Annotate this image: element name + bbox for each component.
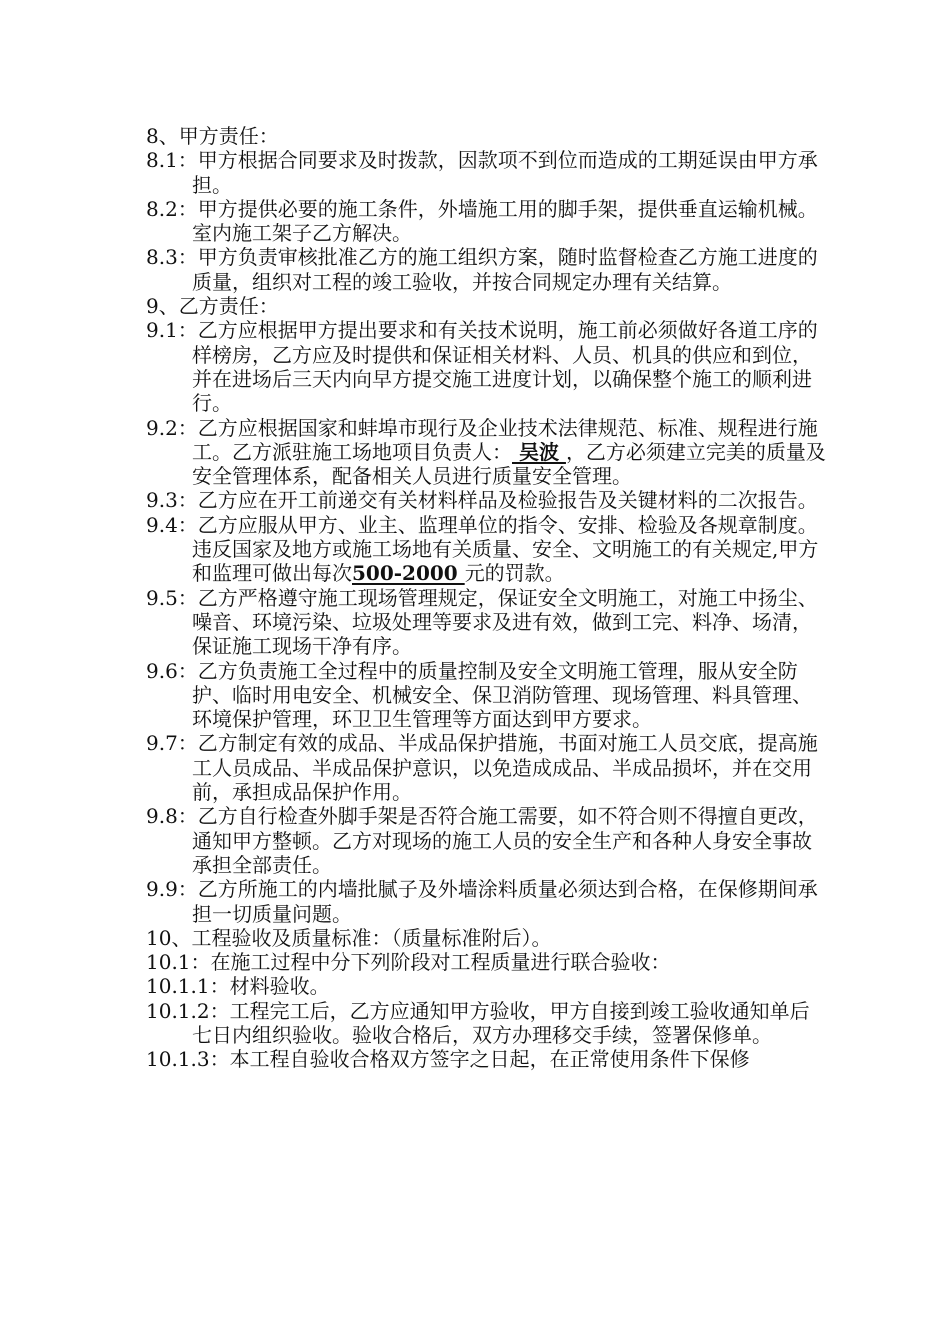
clause-8-3: 8.3：甲方负责审核批准乙方的施工组织方案，随时监督检查乙方施工进度的质量，组织对工程的竣工验收，并按合同规定办理有关结算。 — [146, 245, 818, 294]
clause-9-8: 9.8：乙方自行检查外脚手架是否符合施工需要，如不符合则不得擅自更改，通知甲方整顿。乙方对现场的施工人员的安全生产和各种人身安全事故承担全部责任。 — [146, 804, 818, 877]
section-8-heading: 8、甲方责任： — [146, 124, 279, 148]
fine-amount: 500-2000 — [352, 561, 465, 586]
project-manager-name: 吴波 — [512, 439, 566, 464]
clause-8-1: 8.1：甲方根据合同要求及时拨款，因款项不到位而造成的工期延误由甲方承担。 — [146, 148, 818, 197]
clause-9-4-text-before: 9.4：乙方应服从甲方、业主、监理单位的指令、安排、检验及各规章制度。违反国家及地方或施工场地有关质量、安全、文明施工的有关规定,甲方和监理可做出每次 — [146, 512, 819, 586]
clause-9-2-text-after: ，乙方必须建立完美的质量及安全管理体系，配备相关人员进行质量安全管理。 — [192, 439, 826, 489]
document-body — [146, 124, 826, 1072]
clause-9-2-text-before: 9.2：乙方应根据国家和蚌埠市现行及企业技术法律规范、标准、规程进行施工。乙方派驻施工场地项目负责人： — [146, 415, 818, 464]
clause-9-5: 9.5：乙方严格遵守施工现场管理规定，保证安全文明施工，对施工中扬尘、噪音、环境污染、垃圾处理等要求及进有效，做到工完、料净、场清，保证施工现场干净有序。 — [146, 585, 818, 659]
clause-9-1: 9.1：乙方应根据甲方提出要求和有关技术说明，施工前必须做好各道工序的样榜房，乙方应及时提供和保证相关材料、人员、机具的供应和到位，并在进场后三天内向早方提交施工进度计划，以确保整个施工的顺利进行。 — [146, 318, 818, 416]
clause-9-2 — [146, 416, 826, 489]
clause-9-6: 9.6：乙方负责施工全过程中的质量控制及安全文明施工管理，服从安全防护、临时用电安全、机械安全、保卫消防管理、现场管理、料具管理、环境保护管理，环卫卫生管理等方面达到甲方要求。 — [146, 658, 812, 732]
section-10-heading: 10、工程验收及质量标准：（质量标准附后）。 — [146, 925, 552, 950]
clause-10-1-3: 10.1.3：本工程自验收合格双方签字之日起，在正常使用条件下保修 — [146, 1047, 750, 1072]
clause-10-1-1: 10.1.1：材料验收。 — [146, 974, 330, 999]
clause-9-7: 9.7：乙方制定有效的成品、半成品保护措施，书面对施工人员交底，提高施工人员成品、半成品保护意识，以免造成成品、半成品损坏，并在交用前，承担成品保护作用。 — [146, 731, 818, 805]
section-9-heading: 9、乙方责任： — [146, 294, 279, 319]
clause-9-4-text-after: 元的罚款。 — [464, 561, 565, 586]
clause-9-3: 9.3：乙方应在开工前递交有关材料样品及检验报告及关键材料的二次报告。 — [146, 488, 818, 513]
clause-10-1-2: 10.1.2：工程完工后，乙方应通知甲方验收，甲方自接到竣工验收通知单后七日内组织验收。验收合格后，双方办理移交手续，签署保修单。 — [146, 998, 810, 1047]
clause-10-1: 10.1：在施工过程中分下列阶段对工程质量进行联合验收： — [146, 950, 671, 975]
clause-9-9: 9.9：乙方所施工的内墙批腻子及外墙涂料质量必须达到合格，在保修期间承担一切质量问题。 — [146, 877, 818, 926]
clause-8-2: 8.2：甲方提供必要的施工条件，外墙施工用的脚手架，提供垂直运输机械。室内施工架子乙方解决。 — [146, 196, 818, 246]
clause-9-4 — [146, 513, 826, 586]
